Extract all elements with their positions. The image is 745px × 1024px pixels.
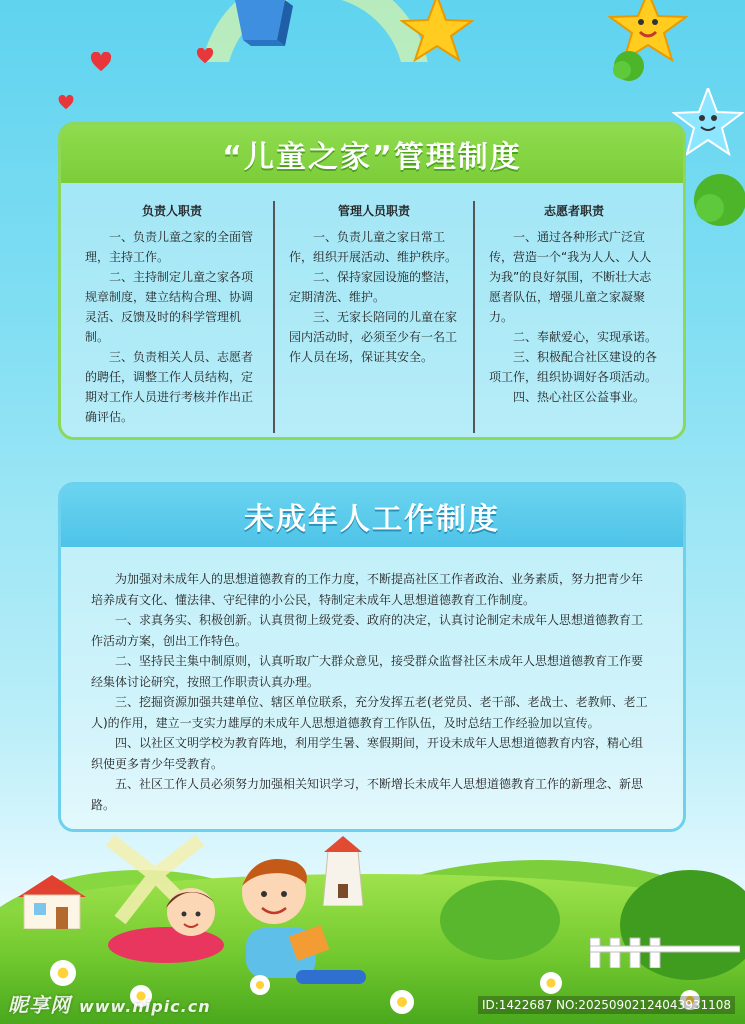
heart-icon	[58, 95, 74, 110]
tree-icon	[612, 50, 646, 90]
bush-decoration	[440, 880, 560, 960]
tree-icon	[690, 170, 745, 234]
duty-paragraph: 三、积极配合社区建设的各项工作，组织协调好各项活动。	[489, 350, 658, 384]
duty-paragraph: 二、奉献爱心，实现承诺。	[513, 330, 658, 344]
duty-paragraph: 一、通过各种形式广泛宣传，营造一个“我为人人、人人为我”的良好氛围，不断壮大志愿者队伍，增强儿童之家凝聚力。	[489, 230, 652, 324]
fence-icon	[590, 928, 740, 972]
children-reading-illustration	[96, 840, 396, 994]
column-heading: 管理人员职责	[337, 204, 410, 218]
watermark-url: www.nipic.cn	[78, 997, 211, 1016]
volunteer-duties-column	[473, 201, 673, 433]
duty-paragraph: 一、负责儿童之家的全面管理，主持工作。	[85, 230, 254, 264]
panel-title: “儿童之家”管理制度	[222, 140, 522, 175]
duties-columns	[61, 183, 683, 433]
duty-paragraph: 二、主持制定儿童之家各项规章制度，建立结构合理、协调灵活、反馈及时的科学管理机制。	[85, 270, 254, 344]
flower-icon	[250, 975, 270, 995]
panel-header	[61, 125, 683, 183]
flower-icon	[50, 960, 76, 986]
house-icon	[12, 873, 92, 933]
panel-header	[61, 485, 683, 547]
children-home-rules-panel	[58, 122, 686, 440]
column-heading: 志愿者职责	[543, 204, 604, 218]
heart-icon	[196, 48, 214, 64]
duty-paragraph: 四、热心社区公益事业。	[513, 390, 646, 404]
rules-body	[61, 547, 683, 815]
duty-paragraph: 三、无家长陪同的儿童在家园内活动时，必须至少有一名工作人员在场，保证其安全。	[289, 310, 458, 364]
rule-paragraph: 二、坚持民主集中制原则，认真听取广大群众意见，接受群众监督社区未成年人思想道德教育工作要经集体讨论研究，按照工作职责认真办理。	[91, 654, 644, 689]
column-heading: 负责人职责	[141, 204, 202, 218]
duty-paragraph: 二、保持家园设施的整洁，定期清洗、维护。	[289, 270, 458, 304]
leader-duties-column	[71, 201, 273, 433]
rule-paragraph: 五、社区工作人员必须努力加强相关知识学习，不断增长未成年人思想道德教育工作的新理念、新思路。	[91, 777, 644, 812]
rule-paragraph: 四、以社区文明学校为教育阵地，利用学生暑、寒假期间，开设未成年人思想道德教育内容，精心组织使更多青少年受教育。	[91, 736, 644, 771]
watermark-brand: 昵享网	[8, 993, 71, 1017]
duty-paragraph: 三、负责相关人员、志愿者的聘任，调整工作人员结构，定期对工作人员进行考核并作出正确评估。	[85, 350, 254, 424]
image-id-watermark: ID:1422687 NO:20250902124043931108	[478, 996, 735, 1014]
letter-a-block-decoration	[225, 0, 295, 48]
rule-paragraph: 一、求真务实、积极创新。认真贯彻上级党委、政府的决定，认真讨论制定未成年人思想道德教育工作活动方案，创出工作特色。	[91, 613, 644, 648]
heart-icon	[90, 52, 112, 72]
star-icon	[400, 0, 474, 66]
flower-icon	[390, 990, 414, 1014]
panel-title: 未成年人工作制度	[244, 502, 500, 537]
duty-paragraph: 一、负责儿童之家日常工作，组织开展活动、维护秩序。	[289, 230, 458, 264]
rule-paragraph: 为加强对未成年人的思想道德教育的工作力度，不断提高社区工作者政治、业务素质，努力把青少年培养成有文化、懂法律、守纪律的小公民，特制定未成年人思想道德教育工作制度。	[91, 572, 644, 607]
site-watermark	[8, 989, 211, 1018]
rule-paragraph: 三、挖掘资源加强共建单位、辖区单位联系，充分发挥五老(老党员、老干部、老战士、老教师、老工人)的作用，建立一支实力雄厚的未成年人思想道德教育工作队伍，及时总结工作经验加以宣传。	[91, 695, 648, 730]
minors-work-rules-panel	[58, 482, 686, 832]
manager-duties-column	[273, 201, 473, 433]
flower-icon	[540, 972, 562, 994]
